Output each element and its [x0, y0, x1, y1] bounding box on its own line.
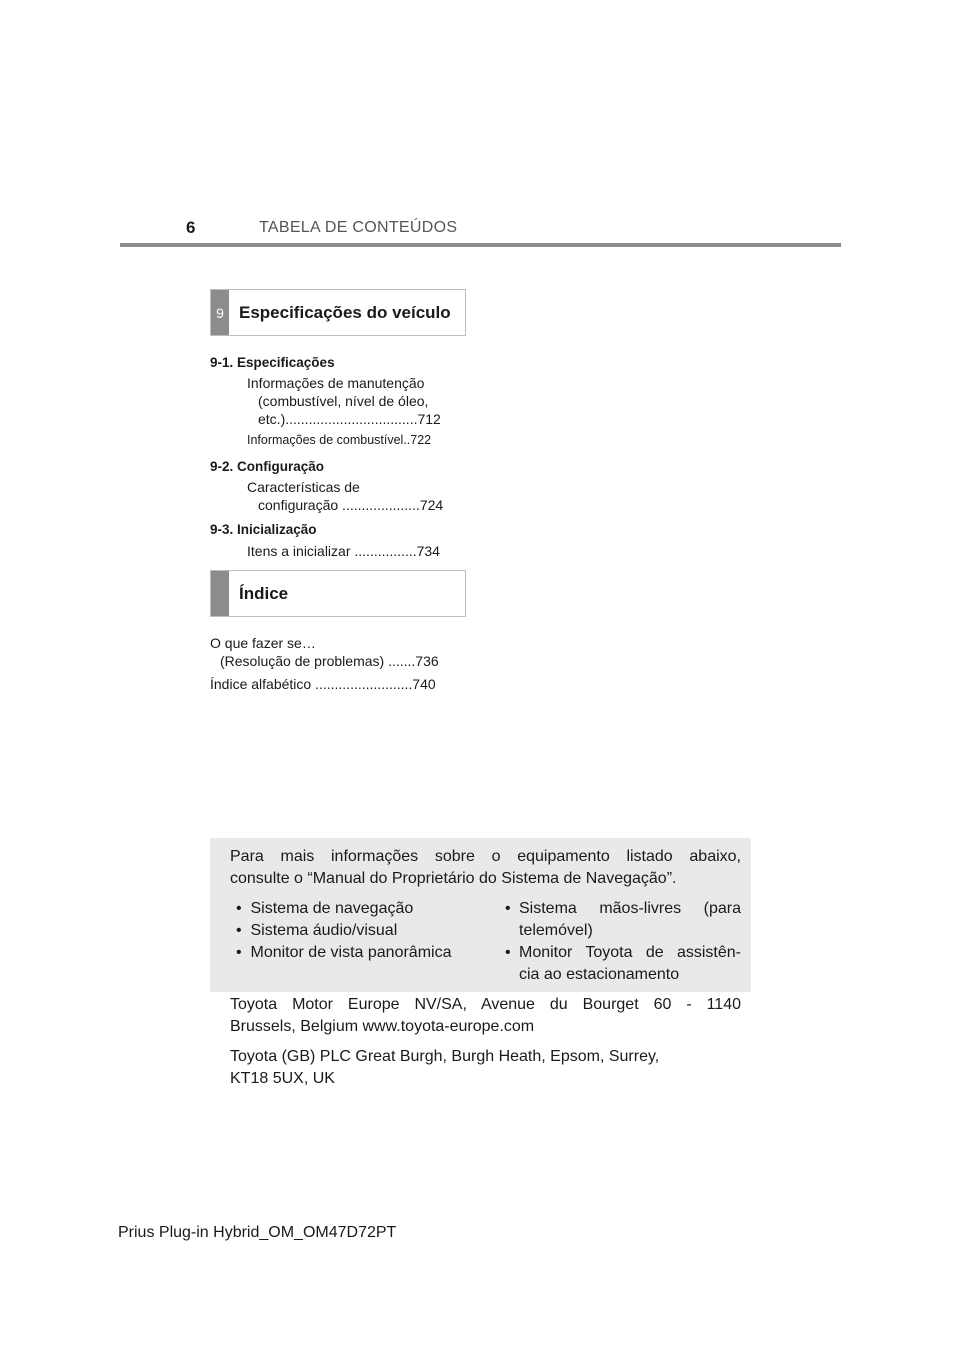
header-rule: [120, 243, 841, 247]
list-item: [236, 942, 451, 964]
list-item: [236, 898, 413, 920]
toc-item-maintenance-2[interactable]: (combustível, nível de óleo,: [258, 393, 429, 409]
list-item: [236, 920, 397, 942]
info-text-line2: consulte o “Manual do Proprietário do Sistema de Navegação”.: [230, 870, 677, 887]
bullet-icon: •: [236, 944, 242, 961]
bullet-text: Sistema mãos-livres (para: [519, 900, 741, 917]
list-item: [505, 942, 741, 986]
toc-9-1[interactable]: 9-1. Especificações: [210, 355, 335, 370]
bullet-text-cont: cia ao estacionamento: [519, 966, 680, 983]
bullet-icon: •: [236, 900, 242, 917]
toc-item-config-1[interactable]: Características de: [247, 479, 360, 495]
toc-9-2[interactable]: 9-2. Configuração: [210, 459, 325, 474]
section-9-heading: [210, 289, 466, 336]
index-heading: [210, 570, 466, 617]
address-toyota-europe: [230, 994, 741, 1038]
bullet-text: Monitor de vista panorâmica: [250, 944, 452, 961]
bullet-text-cont: telemóvel): [519, 922, 593, 939]
info-text: [230, 846, 741, 890]
page-number: 6: [186, 218, 196, 237]
address-line: Brussels, Belgium www.toyota-europe.com: [230, 1018, 535, 1035]
address-line: Toyota Motor Europe NV/SA, Avenue du Bourget 60 - 1140: [230, 996, 741, 1013]
toc-what-to-do-1[interactable]: O que fazer se…: [210, 635, 316, 651]
toc-item-maintenance-3[interactable]: etc.)..................................712: [258, 411, 441, 427]
footer-doc-id: Prius Plug-in Hybrid_OM_OM47D72PT: [118, 1224, 397, 1241]
toc-item-config-2[interactable]: configuração ....................724: [258, 497, 444, 513]
toc-item-init[interactable]: Itens a inicializar ................734: [247, 543, 440, 559]
index-tab: [211, 571, 229, 616]
info-text-line1: Para mais informações sobre o equipamento listado abaixo,: [230, 848, 741, 865]
address-line: KT18 5UX, UK: [230, 1070, 335, 1087]
list-item: [505, 898, 741, 942]
toc-alpha-index[interactable]: Índice alfabético .........................740: [210, 676, 436, 692]
bullet-icon: •: [236, 922, 242, 939]
bullet-text: Sistema áudio/visual: [250, 922, 398, 939]
bullet-text: Sistema de navegação: [250, 900, 414, 917]
toc-item-maintenance-1[interactable]: Informações de manutenção: [247, 375, 425, 391]
index-title: Índice: [239, 583, 289, 603]
section-9-title: Especificações do veículo: [239, 302, 451, 322]
toc-item-fuel-info[interactable]: Informações de combustível..722: [247, 433, 432, 447]
toc-9-3[interactable]: 9-3. Inicialização: [210, 522, 317, 537]
bullet-text: Monitor Toyota de assistên-: [519, 944, 741, 961]
bullet-icon: •: [505, 944, 511, 961]
address-line: Toyota (GB) PLC Great Burgh, Burgh Heath, Epsom, Surrey,: [230, 1048, 660, 1065]
address-toyota-gb: [230, 1046, 741, 1090]
bullet-icon: •: [505, 900, 511, 917]
toc-what-to-do-2[interactable]: (Resolução de problemas) .......736: [220, 653, 439, 669]
page-header-title: TABELA DE CONTEÚDOS: [259, 219, 458, 236]
section-9-tab: 9: [211, 290, 229, 335]
